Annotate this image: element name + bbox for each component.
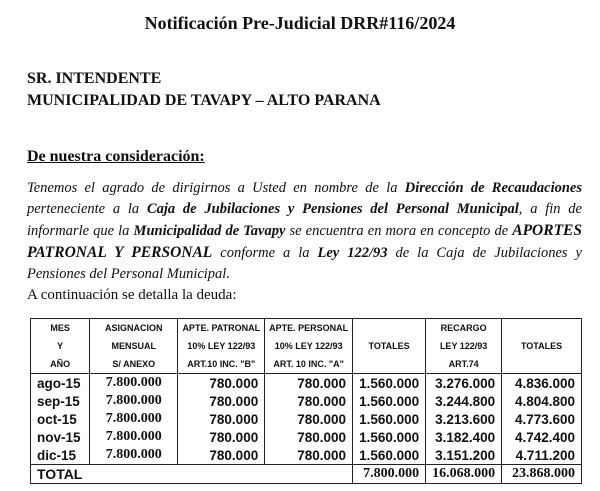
header-line: 10% LEY 122/93 [274, 341, 343, 351]
cell-recargo: 3.182.400 [426, 428, 502, 446]
body-text: , a fin de informarle que la [27, 201, 582, 239]
header-recargo [426, 319, 502, 374]
cell-totales: 1.560.000 [353, 392, 426, 410]
document-title: Notificación Pre-Judicial DRR#116/2024 [144, 13, 456, 33]
header-mes [31, 319, 90, 374]
cell-patronal: 780.000 [178, 410, 265, 428]
cell-totales: 1.560.000 [353, 428, 426, 446]
cell-patronal: 780.000 [178, 392, 265, 410]
header-line: ASIGNACION [105, 323, 163, 333]
cell-recargo: 3.276.000 [426, 374, 502, 393]
body-bold-aportes: APORTES PATRONAL Y PERSONAL [27, 222, 583, 261]
total-grand: 23.868.000 [502, 465, 582, 484]
table-row [31, 374, 582, 393]
cell-recargo: 3.213.600 [426, 410, 502, 428]
body-paragraph [27, 178, 582, 285]
header-line: RECARGO [440, 323, 487, 333]
table-row [31, 428, 582, 446]
total-row [31, 465, 582, 484]
header-line: ART.10 INC. "B" [187, 359, 256, 369]
cell-asignacion: 7.800.000 [90, 428, 178, 446]
cell-mes: nov-15 [31, 428, 90, 446]
header-line: AÑO [50, 359, 71, 369]
header-line: APTE. PATRONAL [182, 323, 261, 333]
table-row [31, 446, 582, 465]
cell-total: 4.742.400 [502, 428, 582, 446]
body-bold-direccion: Dirección de Recaudaciones [404, 180, 582, 196]
cell-total: 4.711.200 [502, 446, 582, 465]
header-patronal [178, 319, 265, 374]
body-text: perteneciente a la [27, 201, 147, 217]
cell-recargo: 3.151.200 [426, 446, 502, 465]
cell-asignacion: 7.800.000 [90, 374, 178, 393]
recipient-line-2: MUNICIPALIDAD DE TAVAPY – ALTO PARANA [27, 92, 381, 109]
table-row [31, 392, 582, 410]
cell-totales: 1.560.000 [353, 410, 426, 428]
debt-table [30, 318, 582, 484]
body-text: se encuentra en mora en concepto de [285, 223, 513, 239]
cell-recargo: 3.244.800 [426, 392, 502, 410]
body-text: de la Caja de Jubilaciones y Pensiones del Personal Municipal. [27, 245, 582, 282]
total-recargo: 16.068.000 [426, 465, 502, 484]
total-label: TOTAL [31, 465, 353, 484]
cell-patronal: 780.000 [178, 446, 265, 465]
cell-total: 4.836.000 [502, 374, 582, 393]
header-asignacion [90, 319, 178, 374]
cell-mes: ago-15 [31, 374, 90, 393]
salutation: De nuestra consideración: [27, 148, 205, 165]
body-bold-municipalidad: Municipalidad de Tavapy [133, 223, 286, 239]
header-line: ART.74 [448, 359, 479, 369]
recipient-line-1: SR. INTENDENTE [27, 70, 162, 87]
cell-personal: 780.000 [265, 374, 353, 393]
cell-asignacion: 7.800.000 [90, 446, 178, 465]
header-line: MES [50, 323, 70, 333]
cell-mes: sep-15 [31, 392, 90, 410]
header-line: S/ ANEXO [112, 359, 156, 369]
cell-totales: 1.560.000 [353, 374, 426, 393]
cell-asignacion: 7.800.000 [90, 410, 178, 428]
header-line: APTE. PERSONAL [269, 323, 349, 333]
body-bold-caja: Caja de Jubilaciones y Pensiones del Personal Municipal [146, 201, 519, 217]
cell-total: 4.773.600 [502, 410, 582, 428]
body-text: Tenemos el agrado de dirigirnos a Usted en nombre de la [27, 180, 405, 196]
body-text: conforme a la [212, 245, 318, 261]
table-header-row [31, 319, 582, 374]
cell-personal: 780.000 [265, 392, 353, 410]
cell-mes: dic-15 [31, 446, 90, 465]
cell-personal: 780.000 [265, 410, 353, 428]
header-personal [265, 319, 353, 374]
cell-asignacion: 7.800.000 [90, 392, 178, 410]
header-line: MENSUAL [111, 341, 157, 351]
cell-totales: 1.560.000 [353, 446, 426, 465]
table-row [31, 410, 582, 428]
cell-patronal: 780.000 [178, 428, 265, 446]
total-totales: 7.800.000 [353, 465, 426, 484]
cell-patronal: 780.000 [178, 374, 265, 393]
header-line: ART. 10 INC. "A" [273, 359, 344, 369]
header-line: Y [57, 341, 64, 351]
cell-mes: oct-15 [31, 410, 90, 428]
header-totales-final: TOTALES [502, 319, 582, 374]
header-line: 10% LEY 122/93 [187, 341, 256, 351]
debt-intro: A continuación se detalla la deuda: [27, 287, 237, 303]
header-totales: TOTALES [353, 319, 426, 374]
cell-personal: 780.000 [265, 446, 353, 465]
cell-total: 4.804.800 [502, 392, 582, 410]
header-line: LEY 122/93 [439, 341, 488, 351]
cell-personal: 780.000 [265, 428, 353, 446]
body-bold-ley: Ley 122/93 [317, 245, 388, 261]
